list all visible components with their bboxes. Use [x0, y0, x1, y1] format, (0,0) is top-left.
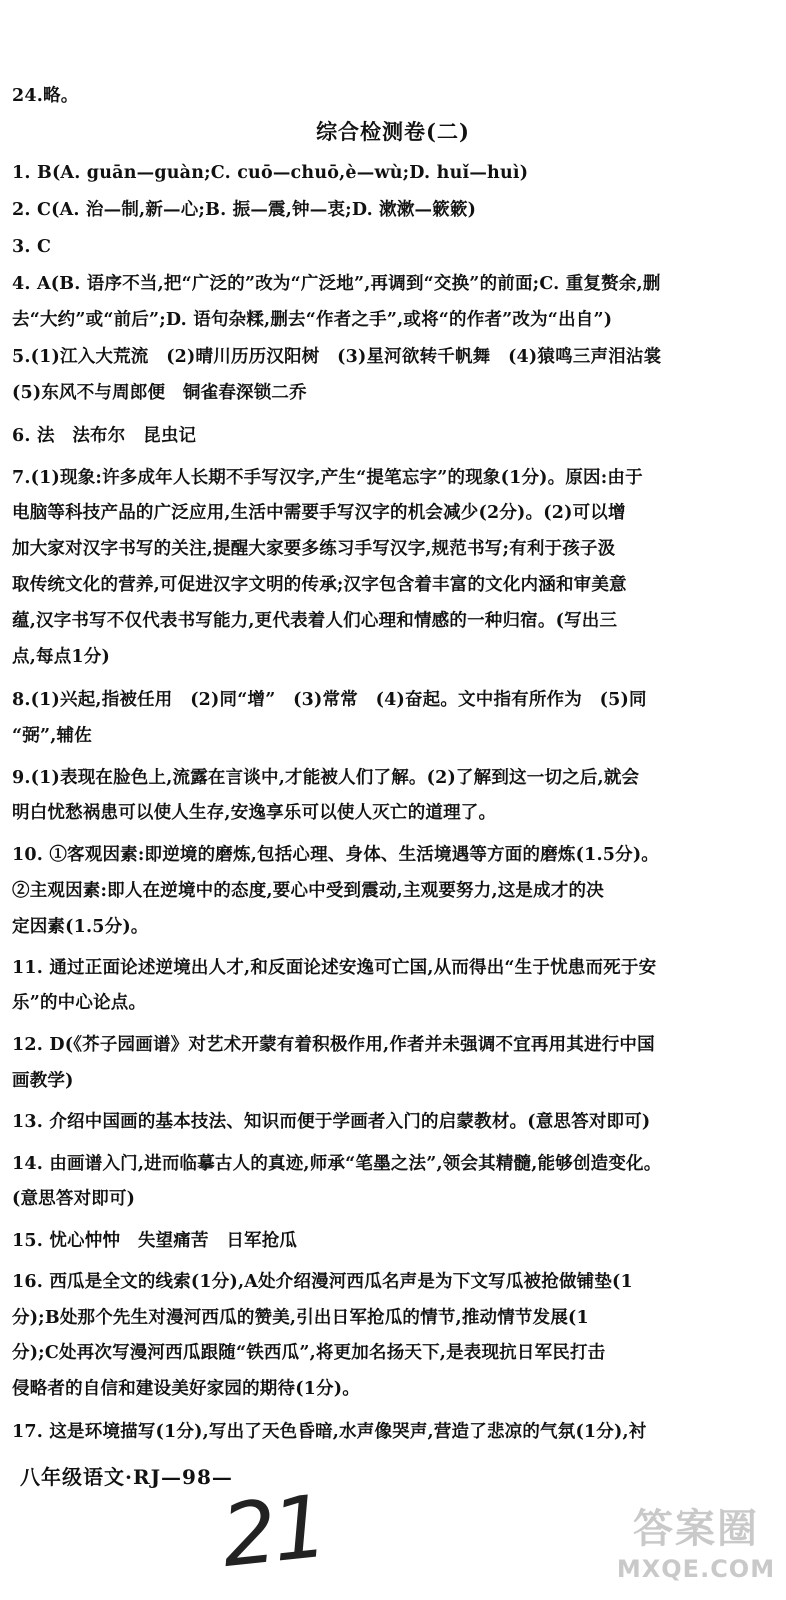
- answer-line: 3. C: [12, 237, 52, 257]
- answer-line: 15. 忧心忡忡 失望痛苦 日军抢瓜: [12, 1231, 298, 1251]
- answer-line: 点,每点1分): [12, 647, 110, 667]
- answer-item-24: 24.略。: [12, 86, 79, 106]
- answer-line: 5.(1)江入大荒流 (2)晴川历历汉阳树 (3)星河欲转千帆舞 (4)猿鸣三声泪沾裳: [12, 347, 662, 367]
- answer-line: 2. C(A. 治—制,新—心;B. 振—震,钟—衷;D. 漱漱—簌簌): [12, 200, 477, 220]
- answer-line: 10. ①客观因素:即逆境的磨炼,包括心理、身体、生活境遇等方面的磨炼(1.5分)。: [12, 845, 659, 865]
- answer-line: 电脑等科技产品的广泛应用,生活中需要手写汉字的机会减少(2分)。(2)可以增: [12, 503, 626, 523]
- section-title: 综合检测卷(二): [316, 119, 470, 144]
- answer-line: 取传统文化的营养,可促进汉字文明的传承;汉字包含着丰富的文化内涵和审美意: [12, 575, 627, 595]
- watermark-logo-text: 答案圈: [633, 1506, 759, 1552]
- answer-line: 侵略者的自信和建设美好家园的期待(1分)。: [12, 1379, 360, 1399]
- answer-line: 14. 由画谱入门,进而临摹古人的真迹,师承“笔墨之法”,领会其精髓,能够创造变化。: [12, 1154, 662, 1174]
- answer-line: 11. 通过正面论述逆境出人才,和反面论述安逸可亡国,从而得出“生于忧患而死于安: [12, 958, 657, 978]
- answer-line: 8.(1)兴起,指被任用 (2)同“增” (3)常常 (4)奋起。文中指有所作为 (5)同: [12, 690, 647, 710]
- answer-line: 分);C处再次写漫河西瓜跟随“铁西瓜”,将更加名扬天下,是表现抗日军民打击: [12, 1343, 606, 1363]
- answer-line: 4. A(B. 语序不当,把“广泛的”改为“广泛地”,再调到“交换”的前面;C. 重复赘余,删: [12, 274, 661, 294]
- answer-line: “弼”,辅佐: [12, 726, 92, 746]
- answer-line: (意思答对即可): [12, 1189, 136, 1209]
- handwritten-page-number: 21: [217, 1476, 329, 1588]
- answer-line: 蕴,汉字书写不仅代表书写能力,更代表着人们心理和情感的一种归宿。(写出三: [12, 611, 618, 631]
- answer-line: 13. 介绍中国画的基本技法、知识而便于学画者入门的启蒙教材。(意思答对即可): [12, 1112, 651, 1132]
- answer-line: 定因素(1.5分)。: [12, 917, 149, 937]
- page-footer: 八年级语文·RJ—98—: [20, 1465, 233, 1489]
- site-watermark: [612, 1504, 780, 1596]
- answer-line: 17. 这是环境描写(1分),写出了天色昏暗,水声像哭声,营造了悲凉的气氛(1分),衬: [12, 1422, 647, 1442]
- answer-line: (5)东风不与周郎便 铜雀春深锁二乔: [12, 383, 307, 403]
- answer-line: ②主观因素:即人在逆境中的态度,要心中受到震动,主观要努力,这是成才的决: [12, 881, 604, 901]
- answer-line: 6. 法 法布尔 昆虫记: [12, 426, 197, 446]
- answer-line: 7.(1)现象:许多成年人长期不手写汉字,产生“提笔忘字”的现象(1分)。原因:由于: [12, 468, 643, 488]
- answer-line: 乐”的中心论点。: [12, 993, 147, 1013]
- answer-line: 加大家对汉字书写的关注,提醒大家要多练习手写汉字,规范书写;有利于孩子汲: [12, 539, 616, 559]
- answer-line: 12. D(《芥子园画谱》对艺术开蒙有着积极作用,作者并未强调不宜再用其进行中国: [12, 1035, 655, 1055]
- watermark-url: MXQE.COM: [616, 1555, 776, 1583]
- answer-line: 9.(1)表现在脸色上,流露在言谈中,才能被人们了解。(2)了解到这一切之后,就会: [12, 768, 640, 788]
- answer-line: 16. 西瓜是全文的线索(1分),A处介绍漫河西瓜名声是为下文写瓜被抢做铺垫(1: [12, 1272, 633, 1292]
- answer-line: 画教学): [12, 1071, 74, 1091]
- answer-line: 1. B(A. guān—guàn;C. cuō—chuō,è—wù;D. huǐ—huì): [12, 163, 529, 183]
- answer-line: 分);B处那个先生对漫河西瓜的赞美,引出日军抢瓜的情节,推动情节发展(1: [12, 1308, 589, 1328]
- answer-line: 去“大约”或“前后”;D. 语句杂糅,删去“作者之手”,或将“的作者”改为“出自”): [12, 310, 613, 330]
- answer-line: 明白忧愁祸患可以使人生存,安逸享乐可以使人灭亡的道理了。: [12, 803, 497, 823]
